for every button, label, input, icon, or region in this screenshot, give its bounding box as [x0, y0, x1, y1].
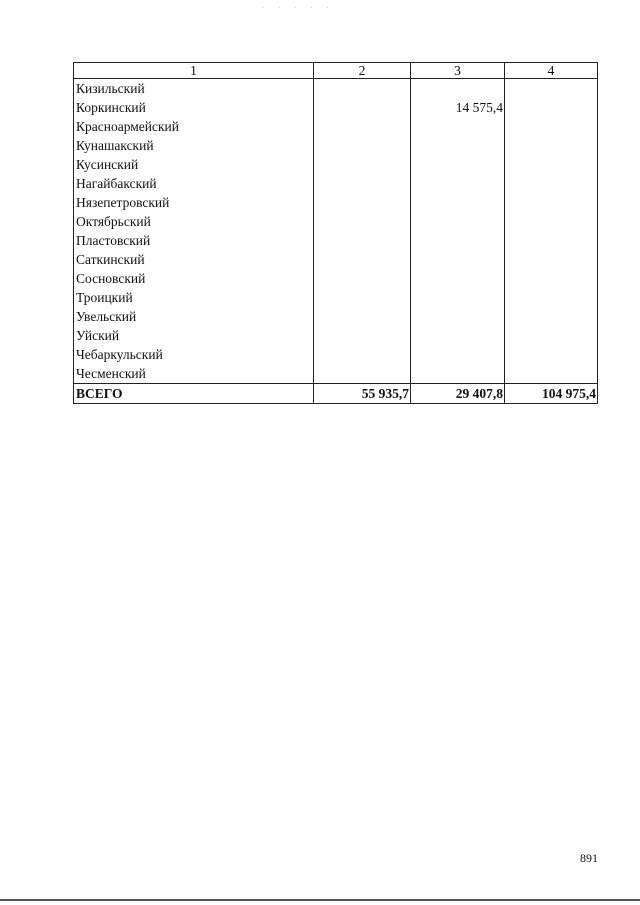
value-col4: [505, 117, 598, 136]
district-name: Кунашакский: [74, 136, 314, 155]
district-name: Кусинский: [74, 155, 314, 174]
table-row: [74, 117, 598, 136]
district-name: Саткинский: [74, 250, 314, 269]
table-row: [74, 269, 598, 288]
value-col2: [314, 326, 411, 345]
column-header: 4: [505, 63, 598, 79]
value-col2: [314, 345, 411, 364]
value-col3: 14 575,4: [411, 98, 505, 117]
district-name: Чебаркульский: [74, 345, 314, 364]
table-body: [74, 79, 598, 384]
value-col2: [314, 307, 411, 326]
table-row: [74, 231, 598, 250]
value-col4: [505, 212, 598, 231]
value-col3: [411, 174, 505, 193]
value-col3: [411, 155, 505, 174]
value-col4: [505, 345, 598, 364]
table-row: [74, 98, 598, 117]
total-label: ВСЕГО: [74, 384, 314, 404]
value-col3: [411, 326, 505, 345]
value-col3: [411, 345, 505, 364]
column-header: 3: [411, 63, 505, 79]
value-col2: [314, 269, 411, 288]
value-col2: [314, 231, 411, 250]
value-col3: [411, 117, 505, 136]
value-col3: [411, 250, 505, 269]
district-name: Увельский: [74, 307, 314, 326]
value-col4: [505, 288, 598, 307]
value-col2: [314, 155, 411, 174]
value-col3: [411, 231, 505, 250]
value-col4: [505, 155, 598, 174]
bottom-edge-rule: [0, 899, 640, 901]
value-col3: [411, 288, 505, 307]
table-row: [74, 155, 598, 174]
table-row: [74, 250, 598, 269]
district-name: Кизильский: [74, 79, 314, 99]
value-col2: [314, 364, 411, 384]
district-name: Октябрьский: [74, 212, 314, 231]
table-row: [74, 326, 598, 345]
value-col3: [411, 307, 505, 326]
value-col2: [314, 212, 411, 231]
table-row: [74, 136, 598, 155]
total-value-col2: 55 935,7: [314, 384, 411, 404]
value-col2: [314, 174, 411, 193]
value-col3: [411, 79, 505, 99]
value-col4: [505, 364, 598, 384]
district-name: Чесменский: [74, 364, 314, 384]
district-name: Коркинский: [74, 98, 314, 117]
table-row: [74, 212, 598, 231]
value-col4: [505, 231, 598, 250]
value-col2: [314, 79, 411, 99]
value-col4: [505, 193, 598, 212]
page-number: 891: [580, 851, 598, 865]
total-value-col4: 104 975,4: [505, 384, 598, 404]
value-col4: [505, 307, 598, 326]
value-col2: [314, 288, 411, 307]
table-row: [74, 193, 598, 212]
value-col4: [505, 269, 598, 288]
total-value-col3: 29 407,8: [411, 384, 505, 404]
value-col2: [314, 98, 411, 117]
value-col2: [314, 117, 411, 136]
value-col4: [505, 79, 598, 99]
value-col4: [505, 250, 598, 269]
district-name: Нязепетровский: [74, 193, 314, 212]
table-row: [74, 307, 598, 326]
value-col3: [411, 364, 505, 384]
table-total-row: [74, 384, 598, 404]
value-col4: [505, 174, 598, 193]
table-row: [74, 345, 598, 364]
value-col3: [411, 269, 505, 288]
district-name: Красноармейский: [74, 117, 314, 136]
district-name: Троицкий: [74, 288, 314, 307]
table-row: [74, 288, 598, 307]
value-col3: [411, 136, 505, 155]
value-col3: [411, 212, 505, 231]
scan-artifact: · · · · ·: [262, 4, 335, 12]
value-col2: [314, 250, 411, 269]
district-name: Сосновский: [74, 269, 314, 288]
value-col3: [411, 193, 505, 212]
table-row: [74, 364, 598, 384]
column-header: 2: [314, 63, 411, 79]
column-header: 1: [74, 63, 314, 79]
value-col4: [505, 136, 598, 155]
budget-table: [73, 62, 598, 404]
value-col4: [505, 326, 598, 345]
district-name: Уйский: [74, 326, 314, 345]
value-col2: [314, 136, 411, 155]
district-name: Нагайбакский: [74, 174, 314, 193]
table-row: [74, 174, 598, 193]
table-header-row: [74, 63, 598, 79]
district-name: Пластовский: [74, 231, 314, 250]
value-col2: [314, 193, 411, 212]
table-row: [74, 79, 598, 99]
value-col4: [505, 98, 598, 117]
